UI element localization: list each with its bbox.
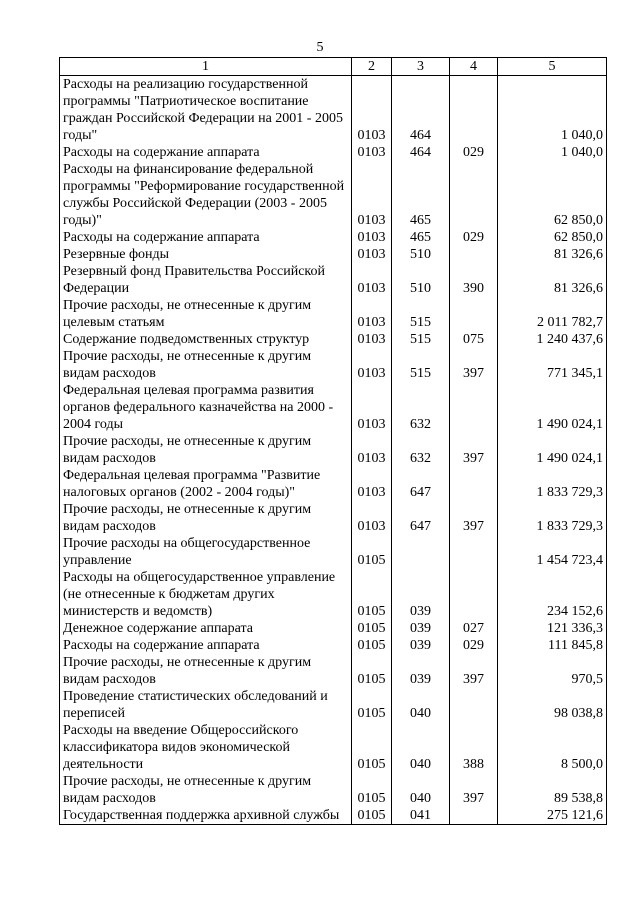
row-section-code: 0105	[352, 620, 392, 637]
row-expense-code	[450, 297, 498, 331]
row-target-code: 510	[392, 246, 450, 263]
row-expense-code: 075	[450, 331, 498, 348]
row-expense-code	[450, 161, 498, 229]
row-amount: 62 850,0	[498, 229, 607, 246]
row-section-code: 0105	[352, 654, 392, 688]
row-name: Содержание подведомственных структур	[60, 331, 352, 348]
row-target-code: 515	[392, 348, 450, 382]
table-row	[60, 331, 607, 348]
header-col-1: 1	[60, 58, 352, 76]
row-name: Прочие расходы, не отнесенные к другим видам расходов	[60, 773, 352, 807]
row-amount: 1 454 723,4	[498, 535, 607, 569]
row-target-code: 465	[392, 229, 450, 246]
row-name: Прочие расходы, не отнесенные к другим видам расходов	[60, 501, 352, 535]
row-name: Проведение статистических обследований и переписей	[60, 688, 352, 722]
table-row	[60, 501, 607, 535]
row-amount: 121 336,3	[498, 620, 607, 637]
table-row	[60, 382, 607, 433]
row-amount: 970,5	[498, 654, 607, 688]
table-row	[60, 535, 607, 569]
row-amount: 89 538,8	[498, 773, 607, 807]
row-section-code: 0103	[352, 467, 392, 501]
row-section-code: 0105	[352, 722, 392, 773]
table-row	[60, 348, 607, 382]
row-amount: 1 240 437,6	[498, 331, 607, 348]
row-amount: 62 850,0	[498, 161, 607, 229]
row-name: Расходы на содержание аппарата	[60, 637, 352, 654]
table-row	[60, 467, 607, 501]
row-expense-code	[450, 569, 498, 620]
row-target-code: 465	[392, 161, 450, 229]
row-section-code: 0103	[352, 246, 392, 263]
row-amount: 111 845,8	[498, 637, 607, 654]
table-row	[60, 144, 607, 161]
row-name: Государственная поддержка архивной службы	[60, 807, 352, 825]
table-row	[60, 76, 607, 145]
row-name: Резервные фонды	[60, 246, 352, 263]
row-name: Расходы на введение Общероссийского классификатора видов экономической деятельности	[60, 722, 352, 773]
table-row	[60, 229, 607, 246]
row-section-code: 0103	[352, 331, 392, 348]
row-expense-code: 029	[450, 637, 498, 654]
row-section-code: 0103	[352, 382, 392, 433]
row-target-code: 464	[392, 144, 450, 161]
table-row	[60, 637, 607, 654]
row-section-code: 0105	[352, 688, 392, 722]
header-col-3: 3	[392, 58, 450, 76]
row-target-code: 039	[392, 620, 450, 637]
row-target-code: 041	[392, 807, 450, 825]
row-section-code: 0105	[352, 807, 392, 825]
row-section-code: 0105	[352, 569, 392, 620]
row-name: Расходы на финансирование федеральной программы "Реформирование государственной службы Российской Федерации (2003 - 2005 годы)"	[60, 161, 352, 229]
row-name: Денежное содержание аппарата	[60, 620, 352, 637]
header-col-2: 2	[352, 58, 392, 76]
row-name: Резервный фонд Правительства Российской Федерации	[60, 263, 352, 297]
budget-table	[59, 57, 607, 825]
row-amount: 81 326,6	[498, 246, 607, 263]
table-row	[60, 620, 607, 637]
row-target-code: 039	[392, 637, 450, 654]
row-section-code: 0105	[352, 773, 392, 807]
row-section-code: 0103	[352, 76, 392, 145]
table-row	[60, 807, 607, 825]
row-section-code: 0103	[352, 144, 392, 161]
row-expense-code	[450, 76, 498, 145]
row-target-code: 632	[392, 382, 450, 433]
row-expense-code: 397	[450, 773, 498, 807]
row-name: Федеральная целевая программа развития органов федерального казначейства на 2000 - 2004 годы	[60, 382, 352, 433]
row-target-code: 632	[392, 433, 450, 467]
row-target-code: 510	[392, 263, 450, 297]
row-amount: 1 490 024,1	[498, 433, 607, 467]
row-expense-code	[450, 467, 498, 501]
row-amount: 81 326,6	[498, 263, 607, 297]
row-name: Прочие расходы, не отнесенные к другим видам расходов	[60, 348, 352, 382]
row-expense-code	[450, 807, 498, 825]
row-section-code: 0103	[352, 433, 392, 467]
row-amount: 1 490 024,1	[498, 382, 607, 433]
row-target-code: 040	[392, 773, 450, 807]
table-body	[60, 76, 607, 825]
row-name: Расходы на общегосударственное управление (не отнесенные к бюджетам других министерств и ведомств)	[60, 569, 352, 620]
header-col-5: 5	[498, 58, 607, 76]
row-name: Прочие расходы, не отнесенные к другим целевым статьям	[60, 297, 352, 331]
row-expense-code	[450, 246, 498, 263]
row-section-code: 0103	[352, 263, 392, 297]
row-amount: 1 833 729,3	[498, 467, 607, 501]
row-expense-code: 397	[450, 654, 498, 688]
row-target-code: 040	[392, 688, 450, 722]
header-row	[60, 58, 607, 76]
row-target-code: 039	[392, 654, 450, 688]
row-amount: 8 500,0	[498, 722, 607, 773]
row-target-code: 515	[392, 297, 450, 331]
row-section-code: 0105	[352, 535, 392, 569]
row-expense-code	[450, 535, 498, 569]
row-expense-code: 027	[450, 620, 498, 637]
row-name: Расходы на реализацию государственной программы "Патриотическое воспитание граждан Российской Федерации на 2001 - 2005 годы"	[60, 76, 352, 145]
table-row	[60, 297, 607, 331]
row-amount: 275 121,6	[498, 807, 607, 825]
row-amount: 2 011 782,7	[498, 297, 607, 331]
row-section-code: 0105	[352, 637, 392, 654]
row-amount: 1 040,0	[498, 76, 607, 145]
row-target-code: 515	[392, 331, 450, 348]
row-target-code: 040	[392, 722, 450, 773]
row-name: Прочие расходы, не отнесенные к другим видам расходов	[60, 654, 352, 688]
row-name: Расходы на содержание аппарата	[60, 229, 352, 246]
row-section-code: 0103	[352, 501, 392, 535]
table-row	[60, 263, 607, 297]
row-expense-code: 388	[450, 722, 498, 773]
table-row	[60, 654, 607, 688]
row-section-code: 0103	[352, 348, 392, 382]
row-section-code: 0103	[352, 161, 392, 229]
row-expense-code: 397	[450, 348, 498, 382]
table-row	[60, 161, 607, 229]
row-expense-code: 029	[450, 144, 498, 161]
row-name: Прочие расходы, не отнесенные к другим видам расходов	[60, 433, 352, 467]
row-target-code: 647	[392, 467, 450, 501]
header-col-4: 4	[450, 58, 498, 76]
row-section-code: 0103	[352, 229, 392, 246]
table-row	[60, 569, 607, 620]
table-row	[60, 722, 607, 773]
row-amount: 771 345,1	[498, 348, 607, 382]
row-target-code: 647	[392, 501, 450, 535]
row-expense-code: 397	[450, 433, 498, 467]
row-amount: 1 833 729,3	[498, 501, 607, 535]
row-target-code: 464	[392, 76, 450, 145]
row-name: Расходы на содержание аппарата	[60, 144, 352, 161]
row-expense-code: 397	[450, 501, 498, 535]
row-expense-code: 390	[450, 263, 498, 297]
row-name: Федеральная целевая программа "Развитие налоговых органов (2002 - 2004 годы)"	[60, 467, 352, 501]
row-name: Прочие расходы на общегосударственное управление	[60, 535, 352, 569]
row-expense-code: 029	[450, 229, 498, 246]
table-row	[60, 688, 607, 722]
row-section-code: 0103	[352, 297, 392, 331]
page-number: 5	[316, 40, 324, 55]
table-row	[60, 433, 607, 467]
row-expense-code	[450, 382, 498, 433]
row-expense-code	[450, 688, 498, 722]
row-target-code: 039	[392, 569, 450, 620]
table-row	[60, 246, 607, 263]
row-amount: 1 040,0	[498, 144, 607, 161]
row-amount: 234 152,6	[498, 569, 607, 620]
row-amount: 98 038,8	[498, 688, 607, 722]
row-target-code	[392, 535, 450, 569]
table-row	[60, 773, 607, 807]
